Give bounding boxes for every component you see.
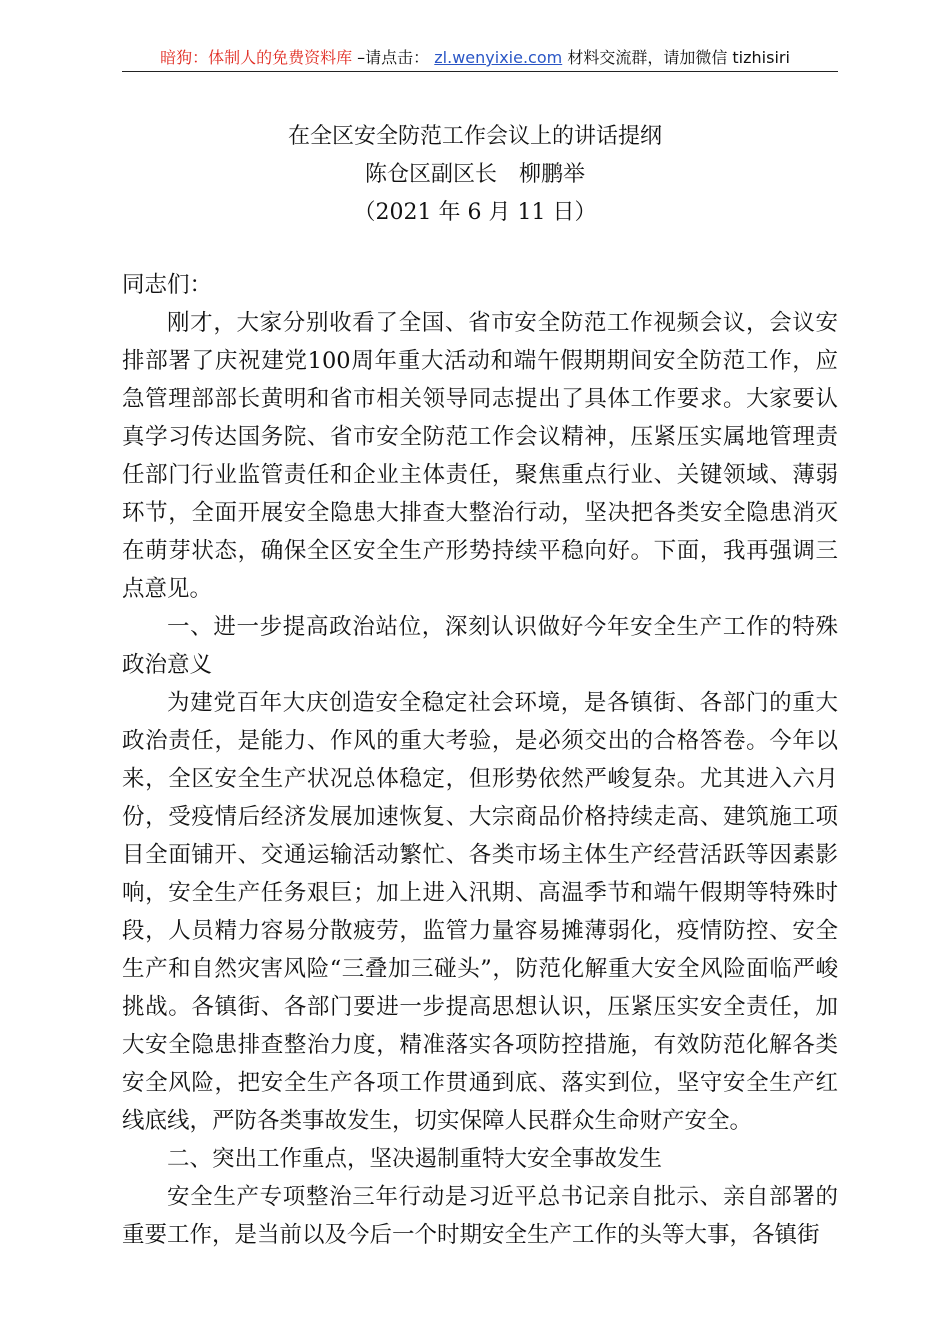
header-link[interactable]: zl.wenyixie.com <box>434 48 563 67</box>
header-prompt: –请点击： <box>357 48 430 67</box>
header-brand: 暗狗：体制人的免费资料库 <box>160 48 353 67</box>
page-header <box>0 44 950 72</box>
header-divider <box>122 71 838 72</box>
speech-body <box>122 266 838 1254</box>
date-line: （2021 年 6 月 11 日） <box>353 200 597 225</box>
document-title: 在全区安全防范工作会议上的讲话提纲 <box>287 124 662 149</box>
title-block <box>0 118 950 232</box>
header-contact: 材料交流群，请加微信 tizhisiri <box>567 48 790 67</box>
paragraph-section-1: 为建党百年大庆创造安全稳定社会环境，是各镇街、各部门的重大政治责任，是能力、作风的重大考验，是必须交出的合格答卷。今年以来，全区安全生产状况总体稳定，但形势依然严峻复杂。尤其进入六月份，受疫情后经济发展加速恢复、大宗商品价格持续走高、建筑施工项目全面铺开、交通运输活动繁忙、各类市场主体生产经营活跃等因素影响，安全生产任务艰巨；加上进入汛期、高温季节和端午假期等特殊时段，人员精力容易分散疲劳，监管力量容易摊薄弱化，疫情防控、安全生产和自然灾害风险“三叠加三碰头”，防范化解重大安全风险面临严峻挑战。各镇街、各部门要进一步提高思想认识，压紧压实安全责任，加大安全隐患排查整治力度，精准落实各项防控措施，有效防范化解各类安全风险，把安全生产各项工作贯通到底、落实到位，坚守安全生产红线底线，严防各类事故发生，切实保障人民群众生命财产安全。 <box>122 690 838 1134</box>
salutation: 同志们： <box>122 272 213 298</box>
section-heading-1: 一、进一步提高政治站位，深刻认识做好今年安全生产工作的特殊政治意义 <box>122 614 838 678</box>
paragraph-section-2: 安全生产专项整治三年行动是习近平总书记亲自批示、亲自部署的重要工作，是当前以及今后一个时期安全生产工作的头等大事，各镇街 <box>122 1184 838 1248</box>
paragraph-intro: 刚才，大家分别收看了全国、省市安全防范工作视频会议，会议安排部署了庆祝建党100周年重大活动和端午假期期间安全防范工作，应急管理部部长黄明和省市相关领导同志提出了具体工作要求。大家要认真学习传达国务院、省市安全防范工作会议精神，压紧压实属地管理责任部门行业监管责任和企业主体责任，聚焦重点行业、关键领域、薄弱环节，全面开展安全隐患大排查大整治行动，坚决把各类安全隐患消灭在萌芽状态，确保全区安全生产形势持续平稳向好。下面，我再强调三点意见。 <box>122 310 838 602</box>
speaker-line: 陈仓区副区长 柳鹏举 <box>364 162 585 187</box>
section-heading-2: 二、突出工作重点，坚决遏制重特大安全事故发生 <box>167 1146 663 1172</box>
